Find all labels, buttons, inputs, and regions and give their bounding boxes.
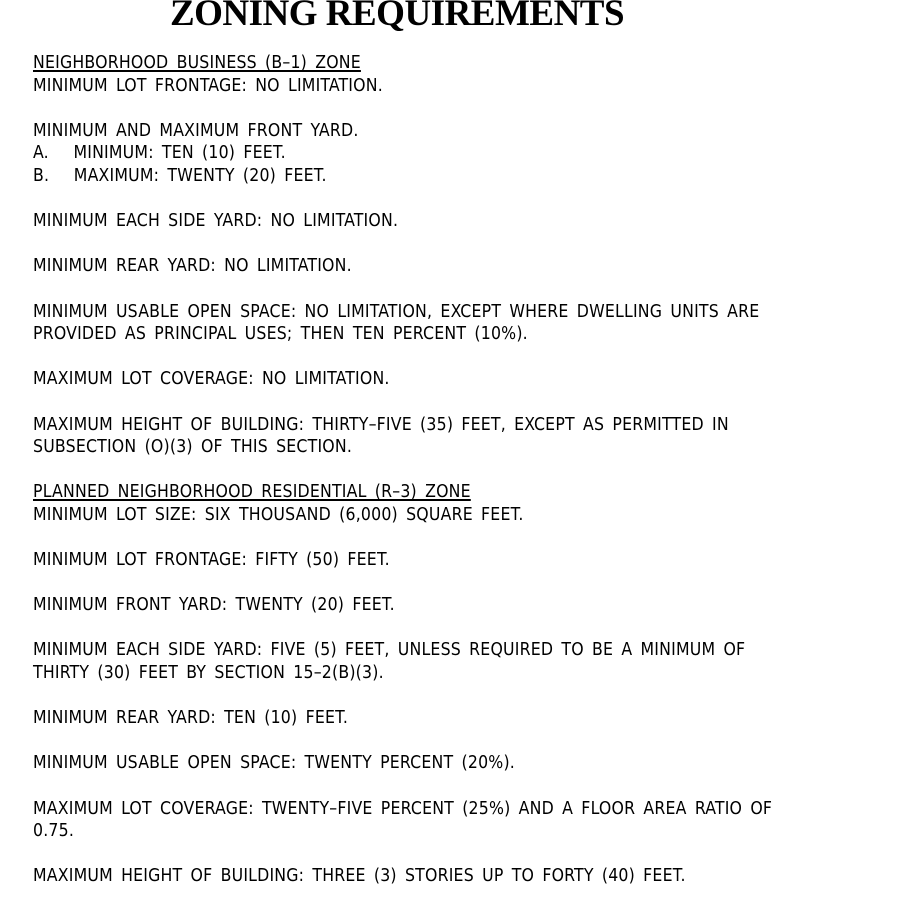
- requirement-text: MAXIMUM LOT COVERAGE: TWENTY–FIVE PERCENT (25%) AND A FLOOR AREA RATIO OF: [33, 798, 773, 819]
- requirement-text: PROVIDED AS PRINCIPAL USES; THEN TEN PERCENT (10%).: [33, 324, 528, 345]
- requirement-text: A. MINIMUM: TEN (10) FEET.: [33, 143, 286, 164]
- requirement-item: [33, 639, 893, 684]
- requirement-text: MINIMUM REAR YARD: NO LIMITATION.: [33, 256, 352, 277]
- requirement-text: MINIMUM EACH SIDE YARD: FIVE (5) FEET, UNLESS REQUIRED TO BE A MINIMUM OF: [33, 640, 746, 661]
- requirement-text: 0.75.: [33, 821, 75, 842]
- requirement-text: MAXIMUM LOT COVERAGE: NO LIMITATION.: [33, 369, 390, 390]
- zone-heading: NEIGHBORHOOD BUSINESS (B–1) ZONE: [33, 53, 361, 73]
- zone-section: [33, 481, 893, 888]
- requirement-text: MINIMUM AND MAXIMUM FRONT YARD.: [33, 120, 359, 141]
- requirement-text: THIRTY (30) FEET BY SECTION 15–2(B)(3).: [33, 663, 384, 684]
- requirement-item: [33, 504, 893, 527]
- requirement-text: MINIMUM LOT FRONTAGE: NO LIMITATION.: [33, 75, 383, 96]
- requirement-item: [33, 368, 893, 391]
- requirement-item: [33, 707, 893, 730]
- requirement-item: [33, 752, 893, 775]
- requirement-text: MINIMUM LOT SIZE: SIX THOUSAND (6,000) SQUARE FEET.: [33, 504, 524, 525]
- requirement-text: MINIMUM EACH SIDE YARD: NO LIMITATION.: [33, 211, 399, 232]
- zone-section: [33, 52, 893, 459]
- requirement-item: [33, 120, 893, 188]
- requirement-item: [33, 75, 893, 98]
- requirement-text: SUBSECTION (O)(3) OF THIS SECTION.: [33, 437, 353, 458]
- requirement-item: [33, 594, 893, 617]
- requirement-item: [33, 301, 893, 346]
- zone-heading: PLANNED NEIGHBORHOOD RESIDENTIAL (R–3) ZONE: [33, 482, 471, 503]
- requirement-text: MINIMUM USABLE OPEN SPACE: TWENTY PERCENT (20%).: [33, 753, 515, 774]
- requirement-text: MINIMUM USABLE OPEN SPACE: NO LIMITATION, EXCEPT WHERE DWELLING UNITS ARE: [33, 301, 760, 322]
- requirement-text: MINIMUM LOT FRONTAGE: FIFTY (50) FEET.: [33, 550, 390, 571]
- requirement-item: [33, 210, 893, 233]
- requirement-item: [33, 414, 893, 459]
- requirement-text: MAXIMUM HEIGHT OF BUILDING: THIRTY–FIVE (35) FEET, EXCEPT AS PERMITTED IN: [33, 414, 729, 435]
- requirement-text: MINIMUM FRONT YARD: TWENTY (20) FEET.: [33, 595, 395, 616]
- requirement-text: MAXIMUM HEIGHT OF BUILDING: THREE (3) STORIES UP TO FORTY (40) FEET.: [33, 866, 686, 887]
- requirement-text: MINIMUM REAR YARD: TEN (10) FEET.: [33, 708, 349, 729]
- requirement-item: [33, 255, 893, 278]
- requirement-item: [33, 549, 893, 572]
- zoning-requirements-document: [33, 52, 893, 888]
- requirement-item: [33, 865, 893, 888]
- requirement-text: B. MAXIMUM: TWENTY (20) FEET.: [33, 165, 327, 186]
- requirement-item: [33, 798, 893, 843]
- page-title: ZONING REQUIREMENTS: [169, 0, 625, 34]
